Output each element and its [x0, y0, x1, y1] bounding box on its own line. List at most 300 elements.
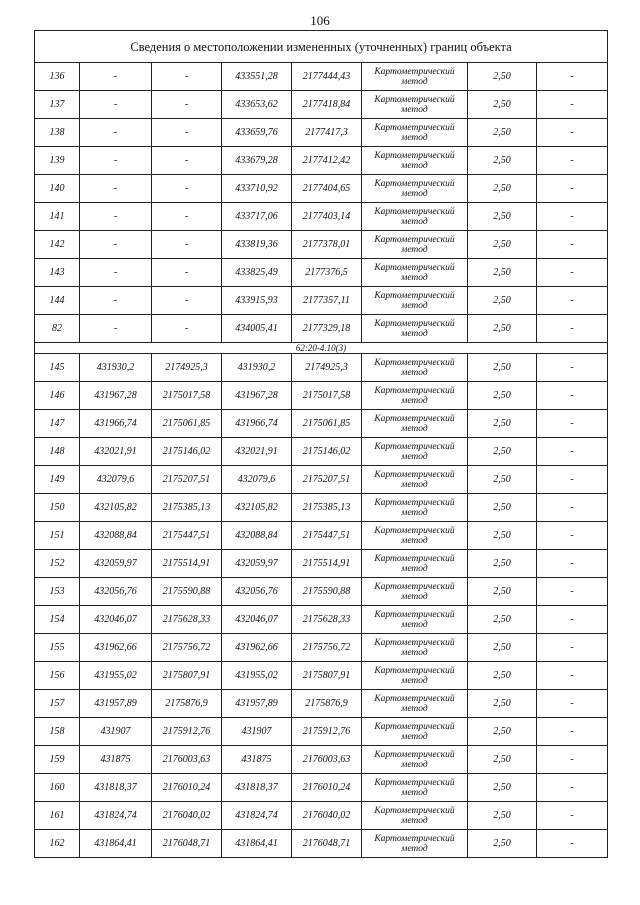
- description-cell: -: [537, 522, 608, 550]
- method-line1: Картометрический: [374, 150, 455, 161]
- new-x-cell: 431864,41: [222, 830, 292, 858]
- old-x-cell: 431818,37: [80, 774, 152, 802]
- new-x-cell: 431967,28: [222, 382, 292, 410]
- new-y-cell: 2176048,71: [292, 830, 362, 858]
- point-number-cell: 147: [35, 410, 80, 438]
- new-x-cell: 431824,74: [222, 802, 292, 830]
- method-line2: метод: [401, 535, 428, 546]
- new-x-cell: 433915,93: [222, 287, 292, 315]
- new-x-cell: 431818,37: [222, 774, 292, 802]
- accuracy-cell: 2,50: [468, 231, 537, 259]
- method-line2: метод: [401, 272, 428, 283]
- table-row: [35, 147, 608, 175]
- old-x-cell: 431955,02: [80, 662, 152, 690]
- table-title: Сведения о местоположении измененных (уточненных) границ объекта: [35, 31, 608, 63]
- accuracy-cell: 2,50: [468, 354, 537, 382]
- method-line1: Картометрический: [374, 357, 455, 368]
- method-line2: метод: [401, 395, 428, 406]
- section-row: [35, 343, 608, 354]
- old-x-cell: -: [80, 119, 152, 147]
- new-y-cell: 2176010,24: [292, 774, 362, 802]
- accuracy-cell: 2,50: [468, 438, 537, 466]
- new-y-cell: 2175207,51: [292, 466, 362, 494]
- point-number-cell: 142: [35, 231, 80, 259]
- old-y-cell: 2176040,02: [152, 802, 222, 830]
- new-y-cell: 2177404,65: [292, 175, 362, 203]
- method-line2: метод: [401, 160, 428, 171]
- new-y-cell: 2177418,84: [292, 91, 362, 119]
- table-row: [35, 522, 608, 550]
- new-x-cell: 433653,62: [222, 91, 292, 119]
- method-line1: Картометрический: [374, 637, 455, 648]
- method-cell: [362, 438, 468, 466]
- old-y-cell: 2175146,02: [152, 438, 222, 466]
- point-number-cell: 82: [35, 315, 80, 343]
- description-cell: -: [537, 634, 608, 662]
- table-row: [35, 382, 608, 410]
- method-line2: метод: [401, 647, 428, 658]
- point-number-cell: 139: [35, 147, 80, 175]
- new-y-cell: 2175912,76: [292, 718, 362, 746]
- point-number-cell: 146: [35, 382, 80, 410]
- table-row: [35, 578, 608, 606]
- accuracy-cell: 2,50: [468, 63, 537, 91]
- old-x-cell: -: [80, 203, 152, 231]
- new-x-cell: 433551,28: [222, 63, 292, 91]
- accuracy-cell: 2,50: [468, 147, 537, 175]
- old-y-cell: 2175447,51: [152, 522, 222, 550]
- old-y-cell: 2175876,9: [152, 690, 222, 718]
- new-x-cell: 432021,91: [222, 438, 292, 466]
- description-cell: -: [537, 287, 608, 315]
- point-number-cell: 143: [35, 259, 80, 287]
- new-y-cell: 2177403,14: [292, 203, 362, 231]
- old-x-cell: 431824,74: [80, 802, 152, 830]
- description-cell: -: [537, 718, 608, 746]
- description-cell: -: [537, 690, 608, 718]
- old-y-cell: 2175912,76: [152, 718, 222, 746]
- point-number-cell: 138: [35, 119, 80, 147]
- description-cell: -: [537, 259, 608, 287]
- accuracy-cell: 2,50: [468, 119, 537, 147]
- method-line1: Картометрический: [374, 469, 455, 480]
- old-y-cell: -: [152, 203, 222, 231]
- point-number-cell: 140: [35, 175, 80, 203]
- accuracy-cell: 2,50: [468, 410, 537, 438]
- old-y-cell: 2175590,88: [152, 578, 222, 606]
- old-y-cell: 2175514,91: [152, 550, 222, 578]
- old-y-cell: -: [152, 147, 222, 175]
- table-header-row: [35, 31, 608, 63]
- point-number-cell: 156: [35, 662, 80, 690]
- new-x-cell: 434005,41: [222, 315, 292, 343]
- new-x-cell: 431962,66: [222, 634, 292, 662]
- method-line2: метод: [401, 787, 428, 798]
- table-row: [35, 175, 608, 203]
- method-line2: метод: [401, 216, 428, 227]
- method-line2: метод: [401, 328, 428, 339]
- old-x-cell: 431907: [80, 718, 152, 746]
- table-row: [35, 438, 608, 466]
- description-cell: -: [537, 315, 608, 343]
- point-number-cell: 161: [35, 802, 80, 830]
- point-number-cell: 148: [35, 438, 80, 466]
- method-line1: Картометрический: [374, 234, 455, 245]
- new-x-cell: 433679,28: [222, 147, 292, 175]
- method-line2: метод: [401, 703, 428, 714]
- old-y-cell: 2175756,72: [152, 634, 222, 662]
- description-cell: -: [537, 175, 608, 203]
- table-row: [35, 63, 608, 91]
- method-cell: [362, 287, 468, 315]
- new-x-cell: 433825,49: [222, 259, 292, 287]
- method-cell: [362, 690, 468, 718]
- old-x-cell: 432046,07: [80, 606, 152, 634]
- new-y-cell: 2177417,3: [292, 119, 362, 147]
- new-x-cell: 432105,82: [222, 494, 292, 522]
- method-line1: Картометрический: [374, 553, 455, 564]
- new-y-cell: 2177444,43: [292, 63, 362, 91]
- new-y-cell: 2175876,9: [292, 690, 362, 718]
- method-cell: [362, 802, 468, 830]
- new-y-cell: 2177329,18: [292, 315, 362, 343]
- method-line1: Картометрический: [374, 318, 455, 329]
- method-cell: [362, 354, 468, 382]
- method-line1: Картометрический: [374, 665, 455, 676]
- method-line2: метод: [401, 76, 428, 87]
- description-cell: -: [537, 382, 608, 410]
- old-x-cell: 431966,74: [80, 410, 152, 438]
- old-x-cell: 431930,2: [80, 354, 152, 382]
- method-line1: Картометрический: [374, 525, 455, 536]
- point-number-cell: 162: [35, 830, 80, 858]
- new-x-cell: 432046,07: [222, 606, 292, 634]
- old-x-cell: 432105,82: [80, 494, 152, 522]
- table-row: [35, 830, 608, 858]
- table-row: [35, 203, 608, 231]
- old-y-cell: 2175628,33: [152, 606, 222, 634]
- old-y-cell: 2176048,71: [152, 830, 222, 858]
- method-line1: Картометрический: [374, 441, 455, 452]
- table-row: [35, 315, 608, 343]
- old-x-cell: 432079,6: [80, 466, 152, 494]
- new-y-cell: 2175061,85: [292, 410, 362, 438]
- new-y-cell: 2175385,13: [292, 494, 362, 522]
- old-x-cell: -: [80, 91, 152, 119]
- description-cell: -: [537, 91, 608, 119]
- method-cell: [362, 522, 468, 550]
- method-line2: метод: [401, 423, 428, 434]
- old-x-cell: -: [80, 147, 152, 175]
- point-number-cell: 141: [35, 203, 80, 231]
- old-y-cell: 2176010,24: [152, 774, 222, 802]
- method-line1: Картометрический: [374, 581, 455, 592]
- method-line1: Картометрический: [374, 609, 455, 620]
- accuracy-cell: 2,50: [468, 830, 537, 858]
- method-line1: Картометрический: [374, 178, 455, 189]
- method-line1: Картометрический: [374, 122, 455, 133]
- new-y-cell: 2175628,33: [292, 606, 362, 634]
- method-cell: [362, 662, 468, 690]
- point-number-cell: 153: [35, 578, 80, 606]
- description-cell: -: [537, 774, 608, 802]
- table-row: [35, 259, 608, 287]
- point-number-cell: 159: [35, 746, 80, 774]
- accuracy-cell: 2,50: [468, 774, 537, 802]
- old-x-cell: 431875: [80, 746, 152, 774]
- method-cell: [362, 147, 468, 175]
- method-cell: [362, 718, 468, 746]
- method-cell: [362, 119, 468, 147]
- description-cell: -: [537, 662, 608, 690]
- old-x-cell: 431957,89: [80, 690, 152, 718]
- old-x-cell: 431962,66: [80, 634, 152, 662]
- new-y-cell: 2175807,91: [292, 662, 362, 690]
- description-cell: -: [537, 830, 608, 858]
- accuracy-cell: 2,50: [468, 466, 537, 494]
- description-cell: -: [537, 410, 608, 438]
- accuracy-cell: 2,50: [468, 382, 537, 410]
- accuracy-cell: 2,50: [468, 91, 537, 119]
- old-x-cell: 431967,28: [80, 382, 152, 410]
- new-y-cell: 2175146,02: [292, 438, 362, 466]
- point-number-cell: 160: [35, 774, 80, 802]
- new-x-cell: 433659,76: [222, 119, 292, 147]
- accuracy-cell: 2,50: [468, 746, 537, 774]
- method-cell: [362, 494, 468, 522]
- old-x-cell: -: [80, 259, 152, 287]
- method-line1: Картометрический: [374, 94, 455, 105]
- description-cell: -: [537, 494, 608, 522]
- new-y-cell: 2177378,01: [292, 231, 362, 259]
- new-y-cell: 2175447,51: [292, 522, 362, 550]
- method-cell: [362, 774, 468, 802]
- description-cell: -: [537, 746, 608, 774]
- method-line2: метод: [401, 132, 428, 143]
- accuracy-cell: 2,50: [468, 662, 537, 690]
- new-x-cell: 431955,02: [222, 662, 292, 690]
- description-cell: -: [537, 203, 608, 231]
- new-x-cell: 432079,6: [222, 466, 292, 494]
- point-number-cell: 136: [35, 63, 80, 91]
- description-cell: -: [537, 438, 608, 466]
- accuracy-cell: 2,50: [468, 606, 537, 634]
- method-cell: [362, 63, 468, 91]
- accuracy-cell: 2,50: [468, 287, 537, 315]
- table-row: [35, 634, 608, 662]
- description-cell: -: [537, 231, 608, 259]
- method-line2: метод: [401, 815, 428, 826]
- new-x-cell: 431875: [222, 746, 292, 774]
- new-x-cell: 432088,84: [222, 522, 292, 550]
- description-cell: -: [537, 606, 608, 634]
- new-x-cell: 431966,74: [222, 410, 292, 438]
- method-cell: [362, 466, 468, 494]
- point-number-cell: 158: [35, 718, 80, 746]
- boundary-coordinates-table: [34, 30, 608, 858]
- new-x-cell: 431957,89: [222, 690, 292, 718]
- accuracy-cell: 2,50: [468, 578, 537, 606]
- table-row: [35, 550, 608, 578]
- old-x-cell: -: [80, 315, 152, 343]
- method-line1: Картометрический: [374, 206, 455, 217]
- table-row: [35, 91, 608, 119]
- method-line2: метод: [401, 619, 428, 630]
- point-number-cell: 137: [35, 91, 80, 119]
- section-label: 62:20-4.10(3): [35, 343, 608, 354]
- table-row: [35, 231, 608, 259]
- method-line1: Картометрический: [374, 290, 455, 301]
- table-row: [35, 354, 608, 382]
- accuracy-cell: 2,50: [468, 550, 537, 578]
- method-line2: метод: [401, 843, 428, 854]
- old-x-cell: -: [80, 63, 152, 91]
- old-y-cell: 2175061,85: [152, 410, 222, 438]
- method-cell: [362, 746, 468, 774]
- method-line2: метод: [401, 563, 428, 574]
- point-number-cell: 155: [35, 634, 80, 662]
- description-cell: -: [537, 578, 608, 606]
- new-x-cell: 432059,97: [222, 550, 292, 578]
- new-y-cell: 2175590,88: [292, 578, 362, 606]
- method-line1: Картометрический: [374, 262, 455, 273]
- accuracy-cell: 2,50: [468, 175, 537, 203]
- accuracy-cell: 2,50: [468, 522, 537, 550]
- old-x-cell: 432021,91: [80, 438, 152, 466]
- new-y-cell: 2176040,02: [292, 802, 362, 830]
- method-line1: Картометрический: [374, 749, 455, 760]
- accuracy-cell: 2,50: [468, 718, 537, 746]
- method-line1: Картометрический: [374, 721, 455, 732]
- new-x-cell: 431907: [222, 718, 292, 746]
- new-y-cell: 2175756,72: [292, 634, 362, 662]
- new-x-cell: 433717,06: [222, 203, 292, 231]
- point-number-cell: 149: [35, 466, 80, 494]
- new-y-cell: 2174925,3: [292, 354, 362, 382]
- method-line1: Картометрический: [374, 413, 455, 424]
- point-number-cell: 157: [35, 690, 80, 718]
- method-cell: [362, 203, 468, 231]
- old-y-cell: 2175017,58: [152, 382, 222, 410]
- method-line2: метод: [401, 675, 428, 686]
- table-row: [35, 410, 608, 438]
- method-cell: [362, 259, 468, 287]
- method-cell: [362, 830, 468, 858]
- table-row: [35, 466, 608, 494]
- old-y-cell: -: [152, 315, 222, 343]
- new-y-cell: 2175017,58: [292, 382, 362, 410]
- method-line1: Картометрический: [374, 385, 455, 396]
- table-row: [35, 718, 608, 746]
- new-y-cell: 2177357,11: [292, 287, 362, 315]
- old-y-cell: 2174925,3: [152, 354, 222, 382]
- table-row: [35, 287, 608, 315]
- old-x-cell: -: [80, 287, 152, 315]
- old-y-cell: -: [152, 63, 222, 91]
- point-number-cell: 144: [35, 287, 80, 315]
- method-line1: Картометрический: [374, 805, 455, 816]
- old-y-cell: -: [152, 119, 222, 147]
- method-line2: метод: [401, 731, 428, 742]
- point-number-cell: 151: [35, 522, 80, 550]
- method-line2: метод: [401, 244, 428, 255]
- accuracy-cell: 2,50: [468, 259, 537, 287]
- point-number-cell: 150: [35, 494, 80, 522]
- old-y-cell: -: [152, 175, 222, 203]
- method-line2: метод: [401, 507, 428, 518]
- accuracy-cell: 2,50: [468, 634, 537, 662]
- accuracy-cell: 2,50: [468, 690, 537, 718]
- method-cell: [362, 382, 468, 410]
- description-cell: -: [537, 466, 608, 494]
- new-y-cell: 2176003,63: [292, 746, 362, 774]
- accuracy-cell: 2,50: [468, 203, 537, 231]
- table-row: [35, 119, 608, 147]
- old-y-cell: 2175807,91: [152, 662, 222, 690]
- description-cell: -: [537, 63, 608, 91]
- method-line2: метод: [401, 451, 428, 462]
- method-line1: Картометрический: [374, 497, 455, 508]
- description-cell: -: [537, 802, 608, 830]
- new-y-cell: 2175514,91: [292, 550, 362, 578]
- old-y-cell: 2175385,13: [152, 494, 222, 522]
- method-line1: Картометрический: [374, 693, 455, 704]
- old-y-cell: -: [152, 287, 222, 315]
- old-x-cell: 432056,76: [80, 578, 152, 606]
- description-cell: -: [537, 119, 608, 147]
- method-line2: метод: [401, 188, 428, 199]
- method-cell: [362, 550, 468, 578]
- old-x-cell: 432088,84: [80, 522, 152, 550]
- method-line2: метод: [401, 300, 428, 311]
- old-x-cell: 431864,41: [80, 830, 152, 858]
- method-line1: Картометрический: [374, 777, 455, 788]
- table-row: [35, 662, 608, 690]
- point-number-cell: 145: [35, 354, 80, 382]
- method-cell: [362, 315, 468, 343]
- description-cell: -: [537, 550, 608, 578]
- method-cell: [362, 606, 468, 634]
- accuracy-cell: 2,50: [468, 315, 537, 343]
- new-x-cell: 431930,2: [222, 354, 292, 382]
- new-y-cell: 2177376,5: [292, 259, 362, 287]
- table-row: [35, 774, 608, 802]
- old-x-cell: 432059,97: [80, 550, 152, 578]
- table-row: [35, 690, 608, 718]
- new-x-cell: 433819,36: [222, 231, 292, 259]
- accuracy-cell: 2,50: [468, 494, 537, 522]
- method-line2: метод: [401, 591, 428, 602]
- new-x-cell: 433710,92: [222, 175, 292, 203]
- method-cell: [362, 578, 468, 606]
- method-cell: [362, 634, 468, 662]
- accuracy-cell: 2,50: [468, 802, 537, 830]
- old-y-cell: -: [152, 231, 222, 259]
- old-x-cell: -: [80, 231, 152, 259]
- new-y-cell: 2177412,42: [292, 147, 362, 175]
- old-y-cell: 2176003,63: [152, 746, 222, 774]
- table-row: [35, 494, 608, 522]
- description-cell: -: [537, 147, 608, 175]
- method-cell: [362, 91, 468, 119]
- method-cell: [362, 231, 468, 259]
- table-row: [35, 802, 608, 830]
- old-x-cell: -: [80, 175, 152, 203]
- old-y-cell: -: [152, 91, 222, 119]
- table-row: [35, 746, 608, 774]
- old-y-cell: -: [152, 259, 222, 287]
- page-number: 106: [310, 13, 330, 28]
